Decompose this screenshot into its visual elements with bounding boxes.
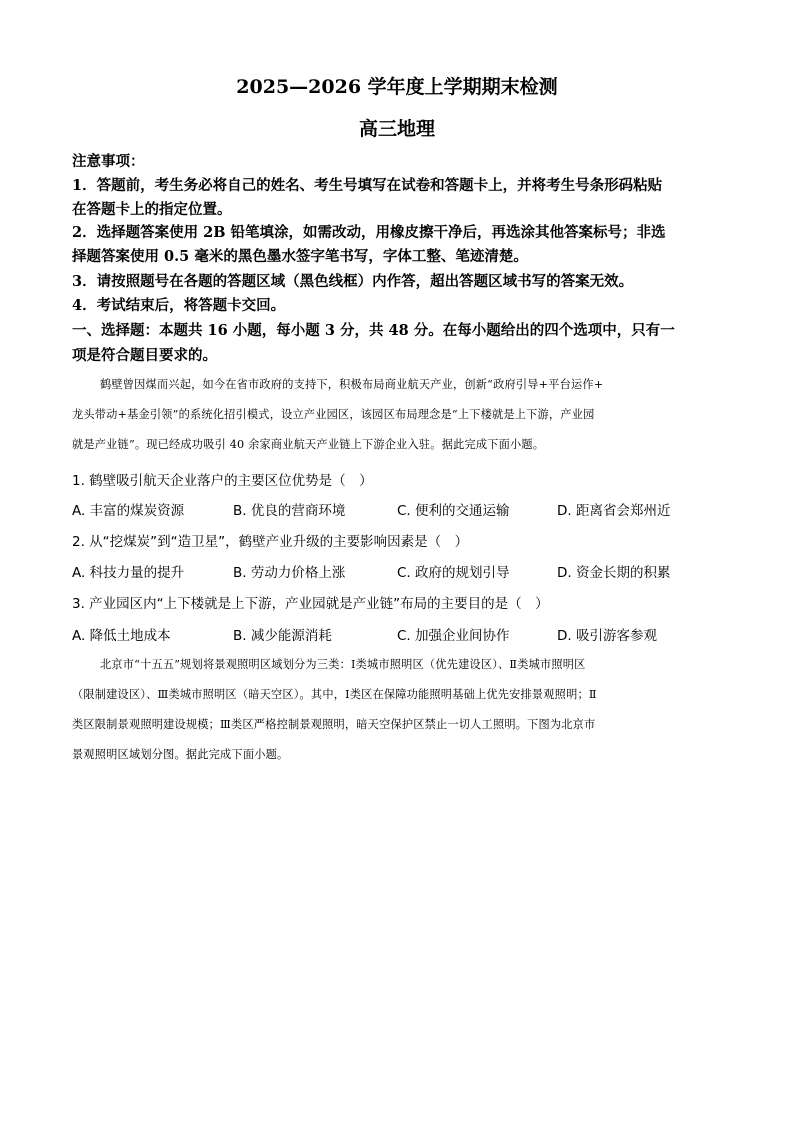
passage-line: 就是产业链”。现已经成功吸引 40 余家商业航天产业链上下游企业入驻。据此完成下面小题。 [72,438,545,451]
notice-line: 在答题卡上的指定位置。 [72,201,232,218]
section-instruction: 项是符合题目要求的。 [72,347,217,364]
question-option: C. 便利的交通运输 [397,503,510,519]
question-stem: 2. 从“挖煤炭”到“造卫星”，鹤壁产业升级的主要影响因素是（ ） [72,534,469,550]
section-instruction: 一、选择题：本题共 16 小题，每小题 3 分，共 48 分。在每小题给出的四个选项中，只有一 [72,322,675,339]
question-option: A. 丰富的煤炭资源 [72,503,185,519]
notice-line: 3．请按照题号在各题的答题区域（黑色线框）内作答，超出答题区域书写的答案无效。 [72,273,634,290]
notice-heading: 注意事项： [72,153,145,170]
question-option: D. 资金长期的积累 [557,565,671,581]
question-option: D. 距离省会郑州近 [557,503,671,519]
question-option: A. 降低土地成本 [72,628,171,644]
subject-title: 高三地理 [358,118,435,140]
notice-line: 2．选择题答案使用 2B 铅笔填涂，如需改动，用橡皮擦干净后，再选涂其他答案标号；非选 [72,224,666,241]
passage-line: 景观照明区域划分图。据此完成下面小题。 [72,748,289,761]
question-option: A. 科技力量的提升 [72,565,185,581]
question-option: C. 政府的规划引导 [397,565,510,581]
passage-line: 类区限制景观照明建设规模；Ⅲ类区严格控制景观照明，暗天空保护区禁止一切人工照明。下图为北京市 [72,718,596,731]
question-stem: 1. 鹤壁吸引航天企业落户的主要区位优势是（ ） [72,473,373,489]
passage-line: 龙头带动+基金引领”的系统化招引模式，设立产业园区，该园区布局理念是“上下楼就是上下游，产业园 [72,408,595,421]
notice-line: 4．考试结束后，将答题卡交回。 [72,297,286,314]
passage-line: 北京市“十五五”规划将景观照明区域划分为三类：Ⅰ类城市照明区（优先建设区）、Ⅱ类城市照明区 [100,658,586,671]
passage-line: 鹤壁曾因煤而兴起，如今在省市政府的支持下，积极布局商业航天产业，创新“政府引导+平台运作+ [100,378,604,391]
question-option: B. 劳动力价格上涨 [233,565,346,581]
question-option: B. 优良的营商环境 [233,503,346,519]
notice-line: 1．答题前，考生务必将自己的姓名、考生号填写在试卷和答题卡上，并将考生号条形码粘贴 [72,177,663,194]
question-option: D. 吸引游客参观 [557,628,657,644]
question-option: B. 减少能源消耗 [233,628,332,644]
question-stem: 3. 产业园区内“上下楼就是上下游，产业园就是产业链”布局的主要目的是（ ） [72,596,549,612]
question-option: C. 加强企业间协作 [397,628,510,644]
passage-line: （限制建设区）、Ⅲ类城市照明区（暗天空区）。其中，Ⅰ类区在保障功能照明基础上优先安排景观照明；Ⅱ [72,688,597,701]
exam-title: 2025—2026 学年度上学期期末检测 [236,76,558,98]
notice-line: 择题答案使用 0.5 毫米的黑色墨水签字笔书写，字体工整、笔迹清楚。 [72,248,528,265]
